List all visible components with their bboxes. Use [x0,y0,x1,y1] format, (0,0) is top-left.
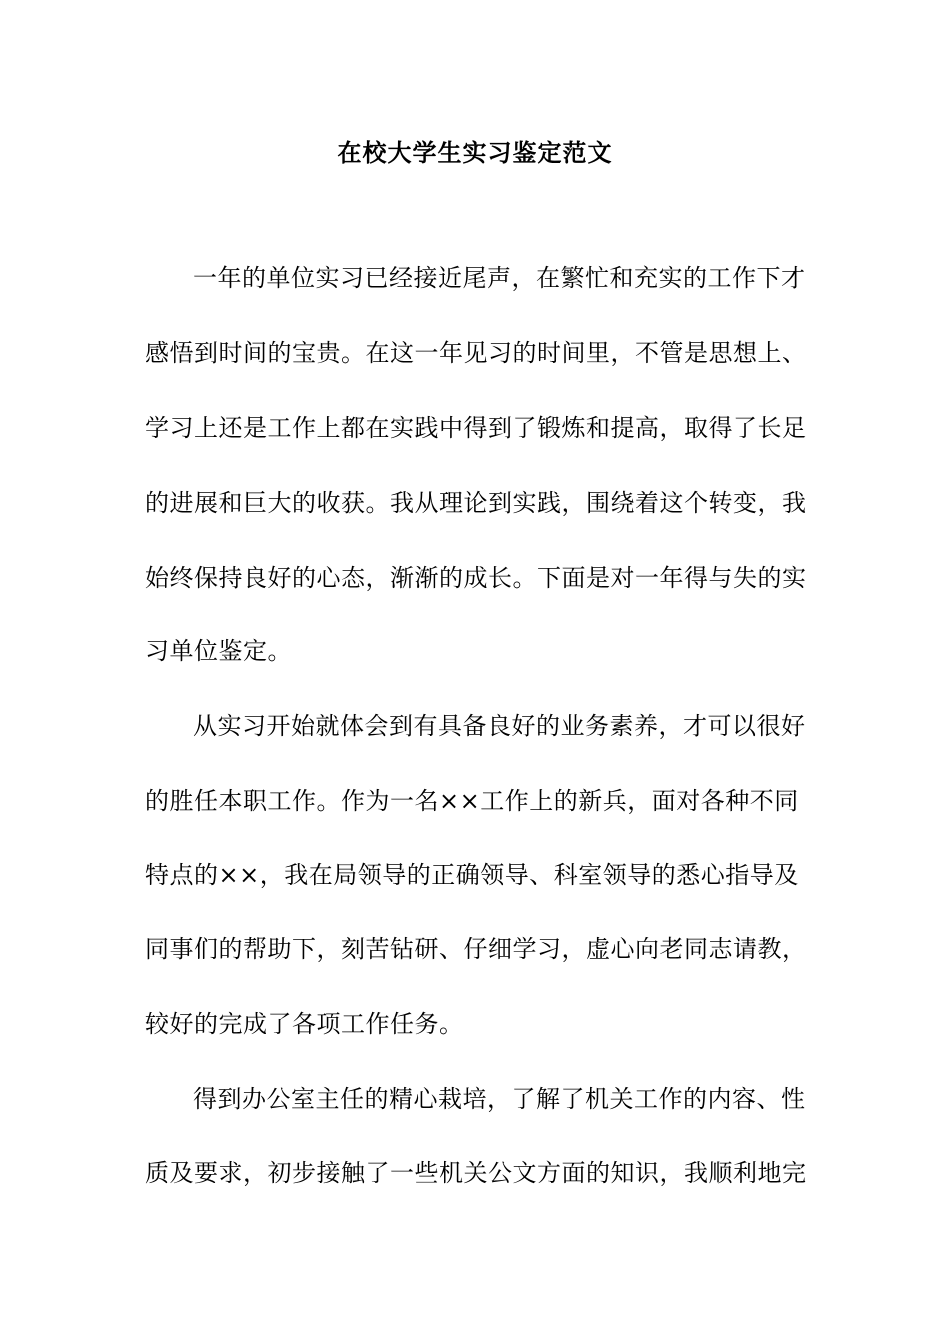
paragraph-2-line-3: 特点的××，我在局领导的正确领导、科室领导的悉心指导及 [145,861,799,889]
paragraph-1-line-4: 的进展和巨大的收获。我从理论到实践，围绕着这个转变，我 [145,489,807,517]
paragraph-1-line-1: 一年的单位实习已经接近尾声，在繁忙和充实的工作下才 [193,264,806,292]
paragraph-2-line-1: 从实习开始就体会到有具备良好的业务素养，才可以很好 [193,712,806,740]
paragraph-1-line-2: 感悟到时间的宝贵。在这一年见习的时间里，不管是思想上、 [145,339,807,367]
paragraph-2-line-4: 同事们的帮助下，刻苦钻研、仔细学习，虚心向老同志请教， [145,935,807,963]
paragraph-1-line-3: 学习上还是工作上都在实践中得到了锻炼和提高，取得了长足 [145,414,807,442]
paragraph-1-line-5: 始终保持良好的心态，渐渐的成长。下面是对一年得与失的实 [145,564,807,592]
paragraph-3-line-2: 质及要求，初步接触了一些机关公文方面的知识，我顺利地完 [145,1159,807,1187]
document-title: 在校大学生实习鉴定范文 [337,138,613,167]
paragraph-1-line-6: 习单位鉴定。 [145,637,292,665]
paragraph-3-line-1: 得到办公室主任的精心栽培，了解了机关工作的内容、性 [193,1085,806,1113]
paragraph-2-line-5: 较好的完成了各项工作任务。 [145,1010,464,1038]
paragraph-2-line-2: 的胜任本职工作。作为一名××工作上的新兵，面对各种不同 [145,787,799,815]
